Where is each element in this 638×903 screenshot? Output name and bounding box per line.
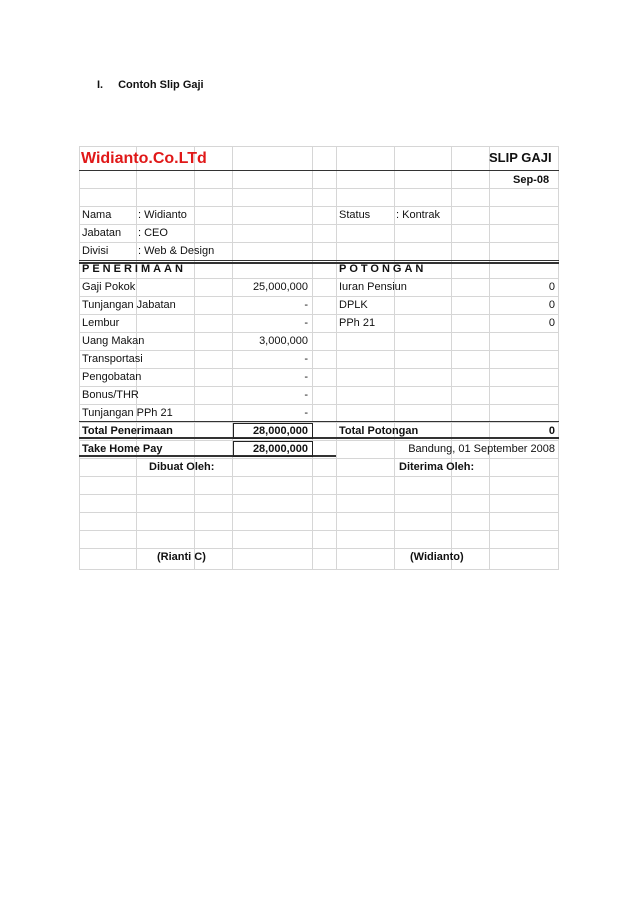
income-label: Tunjangan PPh 21 [82, 407, 173, 419]
section-heading [97, 79, 204, 91]
total-income-value: 28,000,000 [252, 425, 308, 437]
deduction-label: Iuran Pensiun [339, 281, 407, 293]
deduction-value: 0 [548, 281, 555, 293]
total-income-label: Total Penerimaan [82, 425, 173, 437]
income-value: - [304, 407, 308, 419]
deduction-label: DPLK [339, 299, 368, 311]
take-home-value: 28,000,000 [252, 443, 308, 455]
income-value: - [304, 299, 308, 311]
deduction-label: PPh 21 [339, 317, 376, 329]
income-label: Transportasi [82, 353, 143, 365]
section-title: Contoh Slip Gaji [118, 79, 204, 91]
total-deduction-label: Total Potongan [339, 425, 419, 437]
received-by-label: Diterima Oleh: [399, 461, 475, 473]
income-value: - [304, 371, 308, 383]
position-label: Jabatan [82, 227, 122, 239]
received-by-name: (Widianto) [410, 551, 464, 563]
income-label: Tunjangan Jabatan [82, 299, 176, 311]
deduction-header: POTONGAN [339, 263, 427, 275]
status-value: : Kontrak [396, 209, 441, 221]
made-by-name: (Rianti C) [157, 551, 206, 563]
income-label: Uang Makan [82, 335, 145, 347]
slip-title: SLIP GAJI [489, 150, 552, 165]
section-number: I. [97, 79, 104, 91]
income-value: - [304, 317, 308, 329]
name-value: : Widianto [138, 209, 187, 221]
place-date: Bandung, 01 September 2008 [408, 443, 555, 455]
slip-period: Sep-08 [513, 174, 550, 186]
status-label: Status [339, 209, 371, 221]
income-label: Pengobatan [82, 371, 142, 383]
division-label: Divisi [82, 245, 109, 257]
income-value: 3,000,000 [259, 335, 308, 347]
income-label: Gaji Pokok [82, 281, 136, 293]
position-value: : CEO [138, 227, 168, 239]
company-name: Widianto.Co.LTd [81, 150, 207, 167]
income-label: Lembur [82, 317, 120, 329]
income-header: PENERIMAAN [82, 263, 186, 275]
made-by-label: Dibuat Oleh: [149, 461, 215, 473]
division-value: : Web & Design [138, 245, 215, 257]
total-deduction-value: 0 [548, 425, 555, 437]
income-value: - [304, 389, 308, 401]
salary-slip [79, 146, 559, 570]
income-label: Bonus/THR [82, 389, 139, 401]
income-value: 25,000,000 [252, 281, 308, 293]
deduction-value: 0 [548, 299, 555, 311]
take-home-label: Take Home Pay [82, 443, 163, 455]
income-value: - [304, 353, 308, 365]
deduction-value: 0 [548, 317, 555, 329]
name-label: Nama [82, 209, 112, 221]
